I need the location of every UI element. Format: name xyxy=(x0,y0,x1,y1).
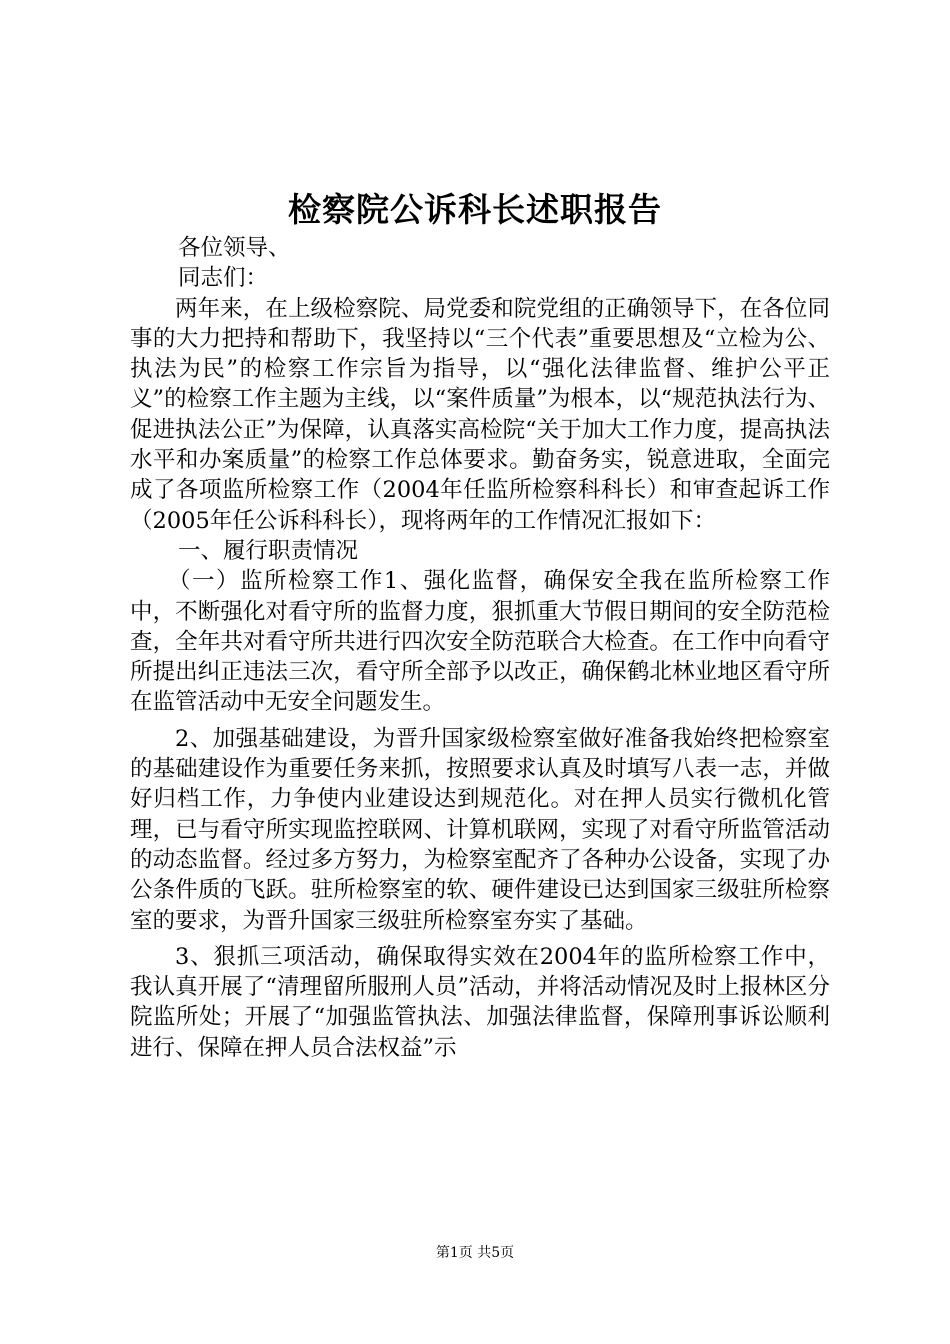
salutation-line: 各位领导、 xyxy=(178,235,291,261)
document-title: 检察院公诉科长述职报告 xyxy=(288,190,662,229)
paragraph-supervision: （一）监所检察工作1、强化监督，确保安全我在监所检察工作中，不断强化对看守所的监督力度，狠抓重大节假日期间的安全防范检查，全年共对看守所共进行四次安全防范联合大检查。在工作中向看守所提出纠正违法三次，看守所全部予以改正，确保鹤北林业地区看守所在监管活动中无安全问题发生。 xyxy=(130,568,830,716)
paragraph-intro: 两年来，在上级检察院、局党委和院党组的正确领导下，在各位同事的大力把持和帮助下，我坚持以“三个代表”重要思想及“立检为公、执法为民”的检察工作宗旨为指导，以“强化法律监督、维护公平正义”的检察工作主题为主线，以“案件质量”为根本，以“规范执法行为、促进执法公正”为保障，认真落实高检院“关于加大工作力度，提高执法水平和办案质量”的检察工作总体要求。勤奋务实，锐意进取，全面完成了各项监所检察工作（2004年任监所检察科科长）和审查起诉工作（2005年任公诉科科长），现将两年的工作情况汇报如下： xyxy=(130,295,830,534)
salutation-line: 同志们： xyxy=(178,265,269,292)
page-footer: 第1页 共5页 xyxy=(435,1245,515,1261)
paragraph-activities: 3、狠抓三项活动，确保取得实效在2004年的监所检察工作中，我认真开展了“清理留所服刑人员”活动，并将活动情况及时上报林区分院监所处；开展了“加强监管执法、加强法律监督，保障刑事诉讼顺利进行、保障在押人员合法权益”示 xyxy=(130,943,830,1061)
section-heading: 一、履行职责情况 xyxy=(178,537,359,564)
paragraph-infrastructure: 2、加强基础建设，为晋升国家级检察室做好准备我始终把检察室的基础建设作为重要任务来抓，按照要求认真及时填写八表一志，并做好归档工作，力争使内业建设达到规范化。对在押人员实行微机化管理，已与看守所实现监控联网、计算机联网，实现了对看守所监管活动的动态监督。经过多方努力，为检察室配齐了各种办公设备，实现了办公条件质的飞跃。驻所检察室的软、硬件建设已达到国家三级驻所检察室的要求，为晋升国家三级驻所检察室夯实了基础。 xyxy=(130,725,830,934)
document-body xyxy=(130,233,830,1063)
